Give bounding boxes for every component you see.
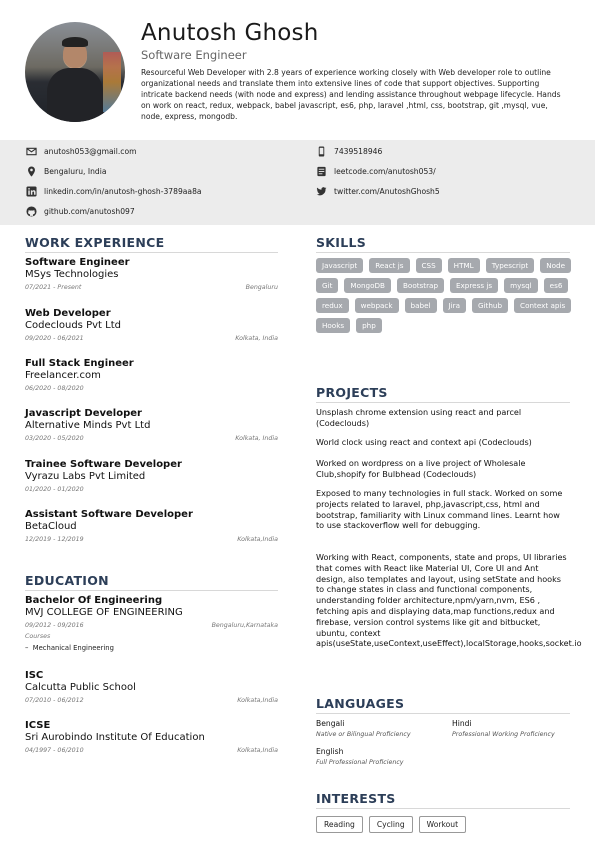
skill-chip: HTML bbox=[448, 258, 480, 273]
location-pin-icon bbox=[26, 166, 37, 177]
linkedin-text: linkedin.com/in/anutosh-ghosh-3789aa8a bbox=[44, 187, 202, 196]
work-dates: 12/2019 - 12/2019 bbox=[25, 536, 84, 543]
section-divider bbox=[25, 252, 278, 253]
education-entry bbox=[25, 670, 278, 704]
work-dates: 09/2020 - 06/2021 bbox=[25, 335, 84, 342]
language-level: Full Professional Proficiency bbox=[316, 759, 404, 766]
contact-email[interactable] bbox=[26, 146, 136, 157]
work-entry bbox=[25, 308, 278, 342]
skill-chip: Express js bbox=[450, 278, 498, 293]
work-dates: 07/2021 - Present bbox=[25, 284, 82, 291]
skill-chip: babel bbox=[405, 298, 437, 313]
skill-chip: Git bbox=[316, 278, 338, 293]
phone-icon bbox=[316, 146, 327, 157]
work-company: BetaCloud bbox=[25, 521, 77, 532]
work-dates: 03/2020 - 05/2020 bbox=[25, 435, 84, 442]
skill-chip: redux bbox=[316, 298, 349, 313]
contact-leetcode[interactable] bbox=[316, 166, 436, 177]
education-dates: 09/2012 - 09/2016 bbox=[25, 622, 84, 629]
work-entry bbox=[25, 459, 278, 493]
avatar-background bbox=[103, 52, 121, 112]
section-divider bbox=[316, 713, 570, 714]
education-entry bbox=[25, 720, 278, 754]
skill-chip: CSS bbox=[416, 258, 442, 273]
leetcode-text: leetcode.com/anutosh053/ bbox=[334, 167, 436, 176]
email-text: anutosh053@gmail.com bbox=[44, 147, 137, 156]
skill-chip: php bbox=[356, 318, 382, 333]
education-dates: 04/1997 - 06/2010 bbox=[25, 747, 84, 754]
language-name: English bbox=[316, 747, 344, 756]
contact-phone[interactable] bbox=[316, 146, 382, 157]
courses-label: Courses bbox=[25, 633, 51, 640]
person-name: Anutosh Ghosh bbox=[141, 20, 319, 46]
github-text: github.com/anutosh097 bbox=[44, 207, 135, 216]
language-item bbox=[316, 719, 411, 738]
leetcode-icon bbox=[316, 166, 327, 177]
projects-heading: PROJECTS bbox=[316, 385, 388, 400]
avatar-hair bbox=[62, 37, 88, 47]
work-entry bbox=[25, 257, 278, 291]
degree-title: ISC bbox=[25, 670, 44, 681]
contact-linkedin[interactable] bbox=[26, 186, 202, 197]
skill-chip: Node bbox=[540, 258, 571, 273]
language-level: Professional Working Proficiency bbox=[452, 731, 555, 738]
work-company: Alternative Minds Pvt Ltd bbox=[25, 420, 151, 431]
skill-chip: webpack bbox=[355, 298, 399, 313]
email-icon bbox=[26, 146, 37, 157]
work-location: Kolkata, India bbox=[235, 335, 278, 342]
interest-tag: Workout bbox=[419, 816, 466, 833]
section-divider bbox=[316, 402, 570, 403]
skills-heading: SKILLS bbox=[316, 235, 367, 250]
skill-chip: Javascript bbox=[316, 258, 363, 273]
section-divider bbox=[316, 808, 570, 809]
institution-name: Sri Aurobindo Institute Of Education bbox=[25, 732, 205, 743]
language-name: Hindi bbox=[452, 719, 472, 728]
skill-chip: Bootstrap bbox=[397, 278, 444, 293]
project-item: World clock using react and context api (Codeclouds) bbox=[316, 437, 532, 447]
resume-header bbox=[0, 0, 595, 140]
skill-chip: mysql bbox=[504, 278, 538, 293]
work-title: Full Stack Engineer bbox=[25, 358, 134, 369]
work-company: Freelancer.com bbox=[25, 370, 101, 381]
work-location: Kolkata,India bbox=[237, 536, 278, 543]
education-entry bbox=[25, 595, 278, 652]
work-title: Javascript Developer bbox=[25, 408, 142, 419]
work-entry bbox=[25, 358, 278, 392]
work-title: Web Developer bbox=[25, 308, 111, 319]
project-item: Working with React, components, state and props, UI libraries that comes with React like Material UI, Core UI and Ant design, also templates and layout, using setState and hooks to change states in class and functional components, understanding folder architecture,npm/yarn,nvm, ES6 , fetching apis and displaying data,map functions,redux and firebase, version control systems like git and bitbucket, ubuntu, context apis(useState,useContext,useEffect),localStorage,hooks,socket.io bbox=[316, 552, 582, 649]
institution-name: MVJ COLLEGE OF ENGINEERING bbox=[25, 607, 183, 618]
contact-github[interactable] bbox=[26, 206, 135, 217]
skills-list bbox=[316, 258, 576, 333]
work-dates: 01/2020 - 01/2020 bbox=[25, 486, 84, 493]
work-title: Assistant Software Developer bbox=[25, 509, 193, 520]
work-entry bbox=[25, 408, 278, 442]
language-name: Bengali bbox=[316, 719, 345, 728]
avatar-body bbox=[47, 68, 103, 122]
language-item bbox=[316, 747, 404, 766]
section-divider bbox=[25, 590, 278, 591]
degree-title: Bachelor Of Engineering bbox=[25, 595, 163, 606]
language-item bbox=[452, 719, 555, 738]
degree-title: ICSE bbox=[25, 720, 51, 731]
work-title: Trainee Software Developer bbox=[25, 459, 182, 470]
interest-tag: Cycling bbox=[369, 816, 413, 833]
project-item: Worked on wordpress on a live project of Wholesale Club,shopify for Bulbhead (Codeclouds) bbox=[316, 458, 526, 479]
languages-heading: LANGUAGES bbox=[316, 696, 405, 711]
work-company: Vyrazu Labs Pvt Limited bbox=[25, 471, 146, 482]
skill-chip: React js bbox=[369, 258, 409, 273]
course-item: – Mechanical Engineering bbox=[25, 644, 114, 652]
education-location: Kolkata,India bbox=[237, 747, 278, 754]
institution-name: Calcutta Public School bbox=[25, 682, 136, 693]
education-location: Kolkata,India bbox=[237, 697, 278, 704]
skill-chip: Hooks bbox=[316, 318, 350, 333]
skill-chip: es6 bbox=[544, 278, 569, 293]
skill-chip: Jira bbox=[443, 298, 466, 313]
work-location: Bengaluru bbox=[245, 284, 278, 291]
location-text: Bengaluru, India bbox=[44, 167, 107, 176]
project-item: Exposed to many technologies in full stack. Worked on some projects related to laravel, php,javascript,css, html and bootstrap, familiarity with Linux command lines. Learnt how to use stackoverflow well for debugging. bbox=[316, 488, 563, 531]
contact-twitter[interactable] bbox=[316, 186, 440, 197]
education-dates: 07/2010 - 06/2012 bbox=[25, 697, 84, 704]
language-level: Native or Bilingual Proficiency bbox=[316, 731, 411, 738]
avatar bbox=[25, 22, 125, 122]
work-company: Codeclouds Pvt Ltd bbox=[25, 320, 121, 331]
work-company: MSys Technologies bbox=[25, 269, 119, 280]
section-divider bbox=[316, 252, 570, 253]
interests-list bbox=[316, 816, 466, 833]
twitter-text: twitter.com/AnutoshGhosh5 bbox=[334, 187, 440, 196]
interests-heading: INTERESTS bbox=[316, 791, 396, 806]
job-title: Software Engineer bbox=[141, 48, 247, 62]
skill-chip: Github bbox=[472, 298, 508, 313]
github-icon bbox=[26, 206, 37, 217]
work-location: Kolkata, India bbox=[235, 435, 278, 442]
linkedin-icon bbox=[26, 186, 37, 197]
work-experience-heading: WORK EXPERIENCE bbox=[25, 235, 165, 250]
profile-summary: Resourceful Web Developer with 2.8 years of experience working closely with Web developer role to outline organizational needs and translate them into extensive lines of code that support objectives. Supporting intricate backend needs (with node and express) and lending assistance throughout webpage lifecycle. Hands on work on react, redux, webpack, babel javascript, es6, php, laravel ,html, css, bootstrap, git ,mysql, vue, node, express, mongodb. bbox=[141, 68, 561, 121]
work-entry bbox=[25, 509, 278, 543]
contact-location bbox=[26, 166, 107, 177]
twitter-icon bbox=[316, 186, 327, 197]
work-dates: 06/2020 - 08/2020 bbox=[25, 385, 84, 392]
skill-chip: Context apis bbox=[514, 298, 571, 313]
skill-chip: Typescript bbox=[486, 258, 535, 273]
phone-text: 7439518946 bbox=[334, 147, 383, 156]
work-title: Software Engineer bbox=[25, 257, 130, 268]
education-heading: EDUCATION bbox=[25, 573, 109, 588]
education-location: Bengaluru,Karnataka bbox=[211, 622, 278, 629]
project-item: Unsplash chrome extension using react and parcel (Codeclouds) bbox=[316, 407, 522, 428]
contact-bar bbox=[0, 140, 595, 225]
interest-tag: Reading bbox=[316, 816, 363, 833]
skill-chip: MongoDB bbox=[344, 278, 391, 293]
